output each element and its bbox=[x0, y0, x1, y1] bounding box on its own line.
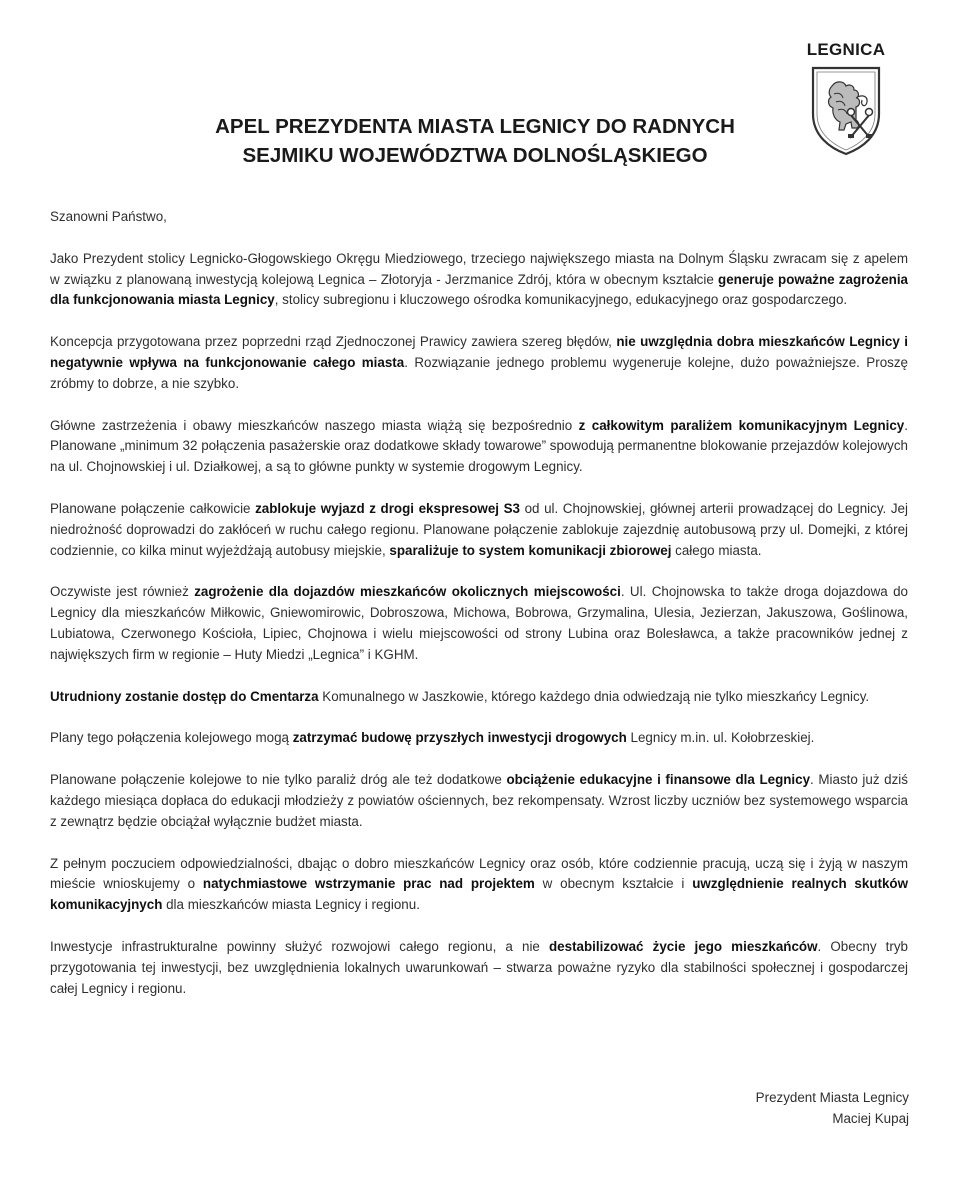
text-run: Jako Prezydent stolicy Legnicko-Głogowskiego Okręgu Miedziowego, trzeciego największego miasta na Dolnym Śląsku zwracam się z apelem w związku z planowaną inwestycją kolejową Legnica – Złotoryja - Jerzmanice Zdrój, która w obecnym kształcie bbox=[50, 250, 908, 287]
bold-text: Utrudniony zostanie dostęp do Cmentarza bbox=[50, 688, 319, 704]
bold-text: z całkowitym paraliżem komunikacyjnym Legnicy bbox=[578, 417, 905, 433]
paragraph-7 bbox=[50, 728, 908, 749]
text-run: . Miasto już dziś każdego miesiąca dopłaca do edukacji młodzieży z powiatów ościennych, bez rekompensaty. Wzrost liczby uczniów bez systemowego wsparcia z zewnątrz będzie obciążał wyłącznie budżet miasta. bbox=[50, 772, 908, 829]
bold-text: zatrzymać budowę przyszłych inwestycji drogowych bbox=[292, 730, 627, 746]
bold-text: uwzględnienie realnych skutków komunikacyjnych bbox=[50, 876, 909, 913]
text-run: Koncepcja przygotowana przez poprzedni rząd Zjednoczonej Prawicy zawiera szereg błędów, bbox=[50, 334, 617, 350]
text-run: od ul. Chojnowskiej, głównej arterii prowadzącej do Legnicy. Jej niedrożność doprowadzi do zakłóceń w ruchu całego regionu. Planowane połączenie zablokuje zajezdnię autobusową przy ul. Domejki, z której codziennie, co kilka minut wyjeżdżają autobusy miejskie, bbox=[50, 500, 908, 558]
paragraph-8 bbox=[50, 770, 908, 832]
text-run: Legnicy m.in. ul. Kołobrzeskiej. bbox=[626, 730, 815, 746]
paragraph-4 bbox=[50, 499, 908, 561]
signature-name: Maciej Kupaj bbox=[832, 1111, 909, 1126]
document-title bbox=[150, 112, 800, 170]
text-run: Planowane połączenie całkowicie bbox=[50, 500, 256, 516]
city-logo bbox=[798, 40, 894, 156]
bold-text: sparaliżuje to system komunikacji zbiorowej bbox=[389, 542, 672, 558]
bold-text: nie uwzględnia dobra mieszkańców Legnicy i negatywnie wpływa na funkcjonowanie całego miasta bbox=[50, 334, 908, 370]
text-run: . Planowane „minimum 32 połączenia pasażerskie oraz dodatkowe składy towarowe” spowodują permanentne blokowanie przejazdów kolejowych na ul. Chojnowskiej i ul. Działkowej, a są to główne punkty w systemie drogowym Legnicy. bbox=[50, 417, 908, 475]
text-run: . Ul. Chojnowska to także droga dojazdowa do Legnicy dla mieszkańców Miłkowic, Gniewomirowic, Dobroszowa, Michowa, Bobrowa, Grzymalina, Ulesia, Jezierzan, Jakuszowa, Goślinowa, Lubiatowa, Czerwonego Kościoła, Lipiec, Chojnowa i wielu miejscowości od strony Lubina oraz Bolesławca, a także pracowników jednej z największych firm w regionie – Huty Miedzi „Legnica” i KGHM. bbox=[50, 584, 908, 662]
legnica-coat-of-arms-icon bbox=[810, 64, 882, 156]
bold-text: obciążenie edukacyjne i finansowe dla Legnicy bbox=[506, 772, 811, 788]
text-run: Główne zastrzeżenia i obawy mieszkańców naszego miasta wiążą się bezpośrednio bbox=[50, 417, 579, 433]
paragraph-5 bbox=[50, 582, 908, 665]
text-run: w obecnym kształcie i bbox=[534, 876, 693, 892]
title-line-2: SEJMIKU WOJEWÓDZTWA DOLNOŚLĄSKIEGO bbox=[242, 144, 708, 167]
paragraph-1 bbox=[50, 249, 908, 311]
text-run: całego miasta. bbox=[671, 542, 762, 558]
signature bbox=[756, 1087, 909, 1129]
paragraph-2 bbox=[50, 332, 908, 394]
text-run: Oczywiste jest również bbox=[50, 584, 195, 600]
text-run: Z pełnym poczuciem odpowiedzialności, dbając o dobro mieszkańców Legnicy oraz osób, które codziennie pracują, uczą się i żyją w naszym mieście wnioskujemy o bbox=[50, 855, 908, 892]
bold-text: zablokuje wyjazd z drogi ekspresowej S3 bbox=[255, 500, 520, 516]
paragraphs bbox=[50, 249, 908, 1000]
salutation: Szanowni Państwo, bbox=[50, 209, 167, 224]
text-run: Plany tego połączenia kolejowego mogą bbox=[50, 730, 293, 746]
bold-text: natychmiastowe wstrzymanie prac nad projektem bbox=[202, 876, 535, 892]
title-line-1: APEL PREZYDENTA MIASTA LEGNICY DO RADNYCH bbox=[215, 115, 735, 138]
bold-text: zagrożenie dla dojazdów mieszkańców okolicznych miejscowości bbox=[194, 584, 621, 600]
logo-name: LEGNICA bbox=[806, 40, 886, 59]
text-run: Planowane połączenie kolejowe to nie tylko paraliż dróg ale też dodatkowe bbox=[50, 772, 507, 788]
paragraph-6 bbox=[50, 687, 908, 708]
paragraph-3 bbox=[50, 416, 908, 478]
paragraph-10 bbox=[50, 937, 908, 999]
bold-text: destabilizować życie jego mieszkańców bbox=[549, 938, 818, 954]
text-run: , stolicy subregionu i kluczowego ośrodka komunikacyjnego, edukacyjnego oraz gospodarczego. bbox=[274, 292, 848, 308]
bold-text: generuje poważne zagrożenia dla funkcjonowania miasta Legnicy bbox=[50, 271, 908, 308]
paragraph-9 bbox=[50, 854, 908, 916]
text-run: Inwestycje infrastrukturalne powinny służyć rozwojowi całego regionu, a nie bbox=[50, 938, 549, 954]
text-run: dla mieszkańców miasta Legnicy i regionu. bbox=[162, 897, 420, 913]
signature-role: Prezydent Miasta Legnicy bbox=[755, 1090, 909, 1105]
text-run: . Rozwiązanie jednego problemu wygeneruje kolejne, dużo poważniejsze. Proszę zróbmy to dobrze, a nie szybko. bbox=[50, 354, 908, 391]
text-run: Komunalnego w Jaszkowie, którego każdego dnia odwiedzają nie tylko mieszkańcy Legnicy. bbox=[318, 688, 870, 704]
letter-body bbox=[50, 207, 908, 1020]
text-run: . Obecny tryb przygotowania tej inwestycji, bez uwzględnienia lokalnych uwarunkowań – stwarza poważne ryzyko dla stabilności społecznej i gospodarczej całej Legnicy i regionu. bbox=[50, 938, 908, 996]
